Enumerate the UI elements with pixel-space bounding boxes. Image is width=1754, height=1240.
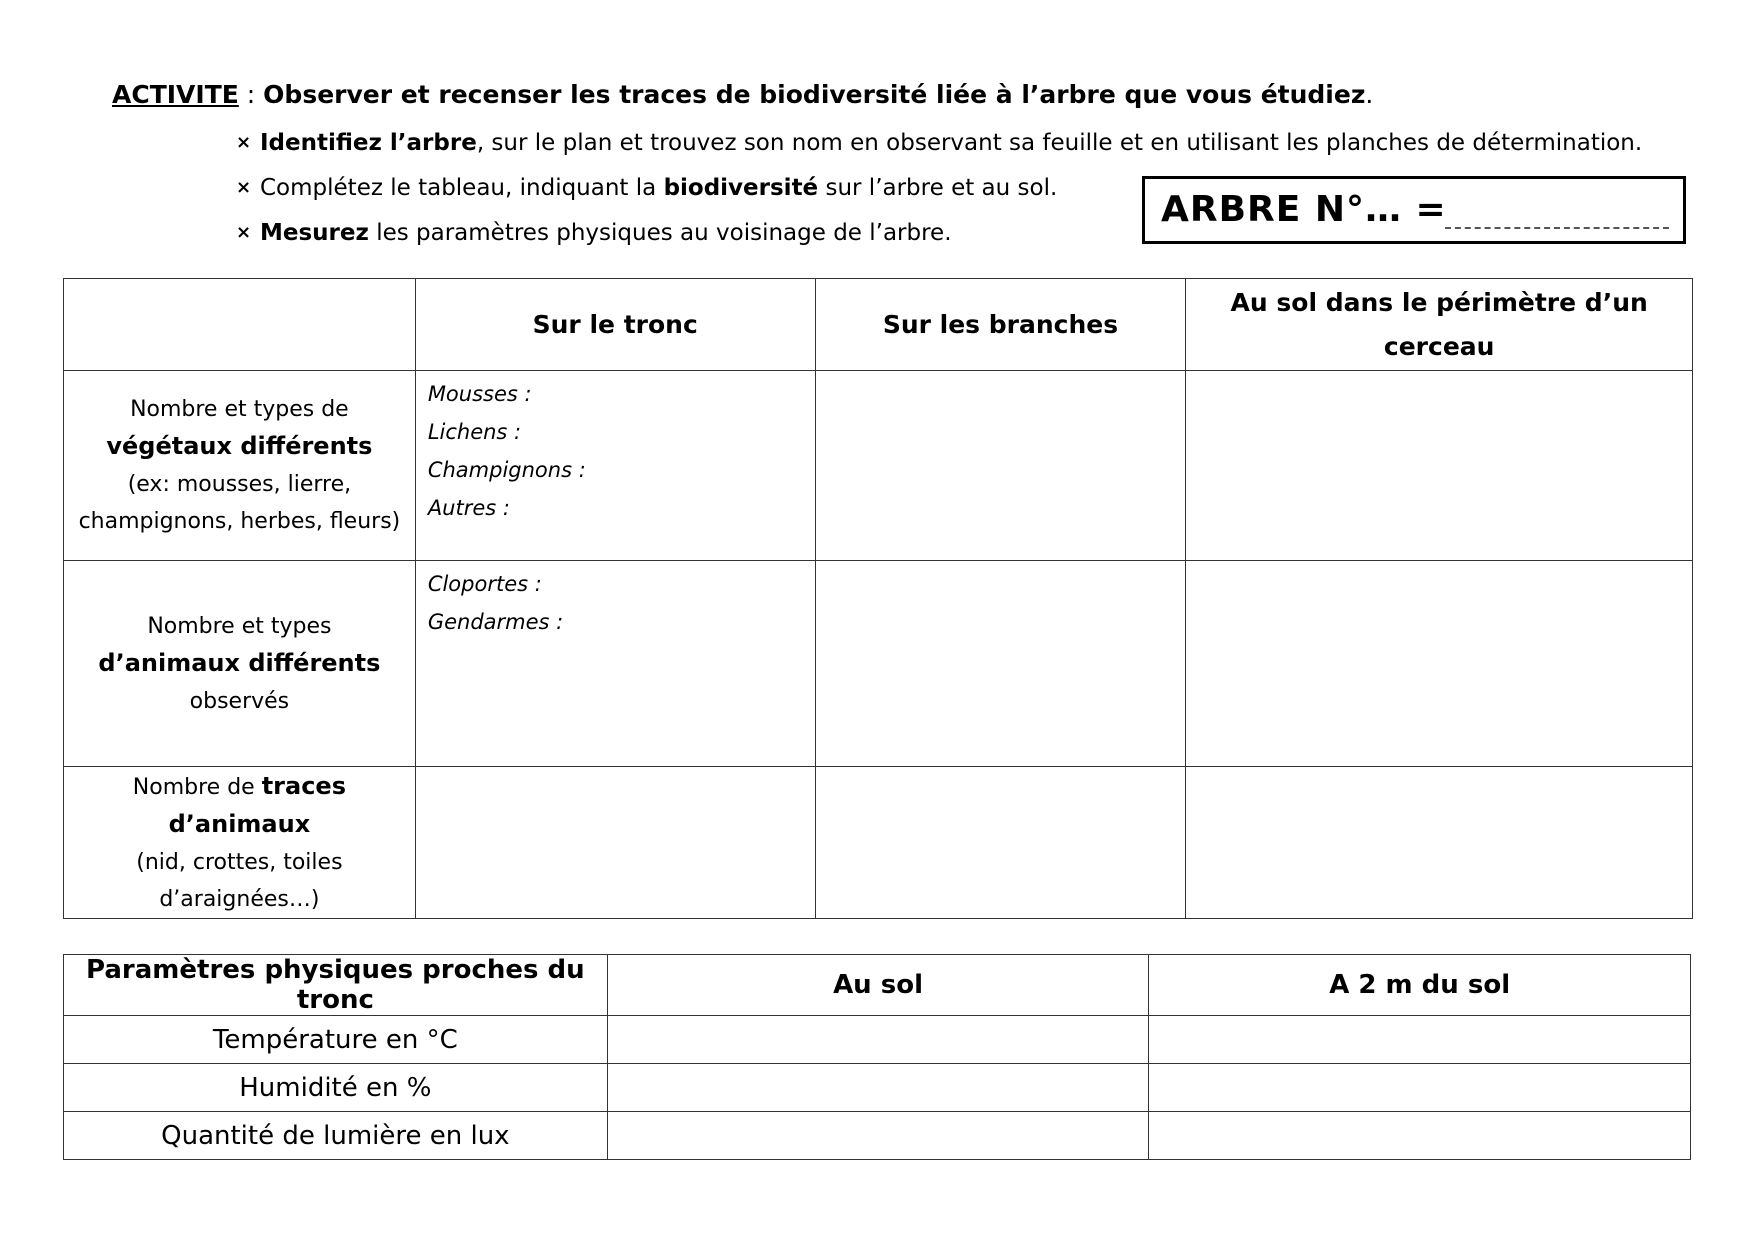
cell-light-ground[interactable] <box>607 1112 1149 1160</box>
row-header-bold: végétaux différents <box>106 432 373 460</box>
item-label: Lichens : <box>427 420 522 444</box>
tree-name-blank[interactable] <box>1445 227 1669 229</box>
header-empty <box>64 279 416 371</box>
instruction-text: , sur le plan et trouvez son nom en observant sa feuille et en utilisant les planches de détermination. <box>476 130 1643 156</box>
physical-params-table <box>63 954 1691 1160</box>
instruction-item <box>236 128 1643 173</box>
cell-ground-traces[interactable] <box>1186 767 1693 919</box>
item-label: Cloportes : <box>427 572 542 596</box>
row-header-text: Nombre de <box>132 774 262 800</box>
row-header-line: (ex: mousses, lierre, <box>127 472 352 497</box>
header-trunk: Sur le tronc <box>415 279 815 371</box>
instruction-text: sur l’arbre et au sol. <box>818 175 1058 201</box>
cell-light-2m[interactable] <box>1149 1112 1691 1160</box>
table-row <box>64 1064 1691 1112</box>
instruction-text: les paramètres physiques au voisinage de l’arbre. <box>368 220 952 246</box>
cell-humidity-ground[interactable] <box>607 1064 1149 1112</box>
activity-label: ACTIVITE <box>112 80 239 109</box>
row-header-line: Nombre et types de <box>130 397 349 422</box>
item-label: Autres : <box>427 496 510 520</box>
table-row <box>64 767 1693 919</box>
row-header-bold: traces d’animaux <box>168 771 346 838</box>
cell-branches-traces[interactable] <box>815 767 1186 919</box>
cell-branches-plants[interactable] <box>815 371 1186 561</box>
item-label: Mousses : <box>427 382 532 406</box>
cross-bullet-icon: × <box>236 132 252 153</box>
header-branches: Sur les branches <box>815 279 1186 371</box>
cell-humidity-2m[interactable] <box>1149 1064 1691 1112</box>
cell-branches-animals[interactable] <box>815 561 1186 767</box>
header-2m: A 2 m du sol <box>1149 955 1691 1016</box>
table-row <box>64 1112 1691 1160</box>
biodiversity-table <box>63 278 1693 919</box>
title-separator: : <box>238 80 264 109</box>
activity-title <box>112 80 1373 109</box>
row-header-line: d’araignées…) <box>159 886 320 912</box>
row-header-bold: d’animaux différents <box>98 648 381 677</box>
tree-number-label: ARBRE N°… = <box>1161 189 1447 230</box>
cell-ground-animals[interactable] <box>1186 561 1693 767</box>
header-ground: Au sol dans le périmètre d’un cerceau <box>1186 279 1693 371</box>
activity-text: Observer et recenser les traces de biodiversité liée à l’arbre que vous étudiez <box>263 80 1366 109</box>
cell-ground-plants[interactable] <box>1186 371 1693 561</box>
table-row <box>64 561 1693 767</box>
param-light: Quantité de lumière en lux <box>64 1112 608 1160</box>
header-params: Paramètres physiques proches du tronc <box>64 955 608 1016</box>
item-label: Champignons : <box>427 458 586 482</box>
tree-number-box <box>1142 176 1686 244</box>
header-ground-level: Au sol <box>607 955 1149 1016</box>
cross-bullet-icon: × <box>236 222 252 243</box>
instruction-text: Complétez le tableau, indiquant la <box>260 175 664 201</box>
item-label: Gendarmes : <box>427 610 564 634</box>
instruction-bold: biodiversité <box>663 175 819 201</box>
row-header-line: champignons, herbes, fleurs) <box>78 509 401 534</box>
cell-trunk-traces[interactable] <box>415 767 815 919</box>
row-header-line: observés <box>189 688 290 714</box>
row-header-line: Nombre et types <box>147 613 332 639</box>
cell-temperature-ground[interactable] <box>607 1016 1149 1064</box>
table-row <box>64 371 1693 561</box>
cell-temperature-2m[interactable] <box>1149 1016 1691 1064</box>
param-temperature: Température en °C <box>64 1016 608 1064</box>
instruction-bold: Identifiez l’arbre <box>260 130 477 156</box>
row-header-line: (nid, crottes, toiles <box>136 849 343 875</box>
table-header-row <box>64 279 1693 371</box>
title-end: . <box>1365 80 1374 109</box>
instruction-bold: Mesurez <box>260 220 369 246</box>
cell-trunk-animals[interactable] <box>415 561 815 767</box>
table-header-row <box>64 955 1691 1016</box>
table-row <box>64 1016 1691 1064</box>
row-header-traces <box>64 767 416 919</box>
row-header-plants <box>64 371 416 561</box>
cross-bullet-icon: × <box>236 177 252 198</box>
param-humidity: Humidité en % <box>64 1064 608 1112</box>
row-header-animals <box>64 561 416 767</box>
cell-trunk-plants[interactable] <box>415 371 815 561</box>
